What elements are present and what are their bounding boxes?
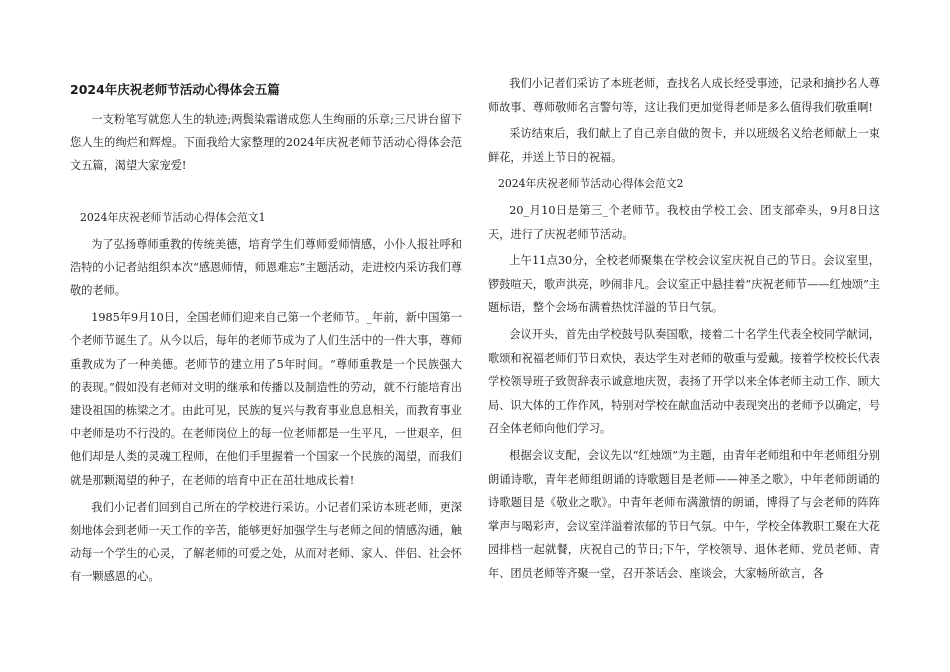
paragraph: 为了弘扬尊师重教的传统美德，培育学生们尊师爱师情感，小仆人报社呼和浩特的小记者站组织本次“感恩师情，师恩难忘”主题活动，走进校内采访我们尊敬的老师。 [70,237,462,298]
paragraph: 采访结束后，我们献上了自己亲自做的贺卡，并以班级名义给老师献上一束鲜花，并送上节日的祝福。 [488,127,880,164]
right-column [488,72,880,588]
spacer [70,182,462,206]
intro-paragraph: 一支粉笔写就您人生的轨迹;两鬓染霜谱成您人生绚丽的乐章;三尺讲台留下您人生的绚烂和辉煌。下面我给大家整理的2024年庆祝老师节活动心得体会范文五篇，渴望大家宠爱! [70,113,462,173]
document-title: 2024年庆祝老师节活动心得体会五篇 [70,82,280,97]
paragraph: 我们小记者们回到自己所在的学校进行采访。小记者们采访本班老师，更深刻地体会到老师一天工作的辛苦，能够更好加强学生与老师之间的情感沟通，触动每一个学生的心灵，了解老师的可爱之处，从而对老师、家人、伴侣、社会怀有一颗感恩的心。 [70,500,462,584]
section-heading-1: 2024年庆祝老师节活动心得体会范文1 [80,210,266,224]
paragraph: 1985年9月10日，全国老师们迎来自己第一个老师节。_年前，新中国第一个老师节诞生了。从今以后，每年的老师节成为了人们生活中的一件大事，尊师重教成为了一种美德。老师节的建立用了5年时间。“尊师重教是一个民族强大的表现。”假如没有老师对文明的继承和传播以及制造性的劳动，就不行能培育出建设祖国的栋梁之才。由此可见，民族的复兴与教育事业息息相关，而教育事业中老师是功不行没的。在老师岗位上的每一位老师都是一生平凡，一世艰辛，但他们却是人类的灵魂工程师，在他们手里握着一个国家一个民族的渴望，而我们就是那颗渴望的种子，在老师的培育中正在茁壮地成长着! [70,311,462,487]
paragraph: 根据会议支配，会议先以“红烛颂”为主题，由青年老师组和中年老师组分别朗诵诗歌，青年老师组朗诵的诗歌题目是老师——神圣之歌》，中年老师朗诵的诗歌题目是《敬业之歌》。中青年老师布满激情的朗诵，博得了与会老师的阵阵掌声与喝彩声，会议室洋溢着浓郁的节日气氛。中午，学校全体教职工聚在大花园排档一起就餐，庆祝自己的节日;下午，学校领导、退休老师、党员老师、青年、团员老师等齐聚一堂，召开茶话会、座谈会，大家畅所欲言，各 [488,448,880,580]
paragraph: 20_月10日是第三_个老师节。我校由学校工会、团支部牵头，9月8日这天，进行了庆祝老师节活动。 [488,203,880,241]
paragraph: 我们小记者们采访了本班老师，查找名人成长经受事迹，记录和摘抄名人尊师故事、尊师敬师名言警句等，这让我们更加觉得老师是多么值得我们敬重啊! [488,77,880,114]
section-heading-2: 2024年庆祝老师节活动心得体会范文2 [498,177,684,191]
paragraph: 会议开头，首先由学校鼓号队奏国歌，接着二十名学生代表全校同学献词，歌颂和祝福老师们节日欢快，表达学生对老师的敬重与爱戴。接着学校校长代表学校领导班子致贺辞表示诚意地庆贺，表扬了开学以来全体老师主动工作、顾大局、识大体的工作作风，特别对学校在献血活动中表现突出的老师予以确定，号召全体老师向他们学习。 [488,327,880,436]
paragraph: 上午11点30分，全校老师聚集在学校会议室庆祝自己的节日。会议室里，锣鼓喧天，歌声洪亮，吵闹非凡。会议室正中悬挂着“庆祝老师节——红烛颂”主题标语，整个会场布满着热忱洋溢的节日气氛。 [488,254,880,315]
left-column [70,68,462,593]
